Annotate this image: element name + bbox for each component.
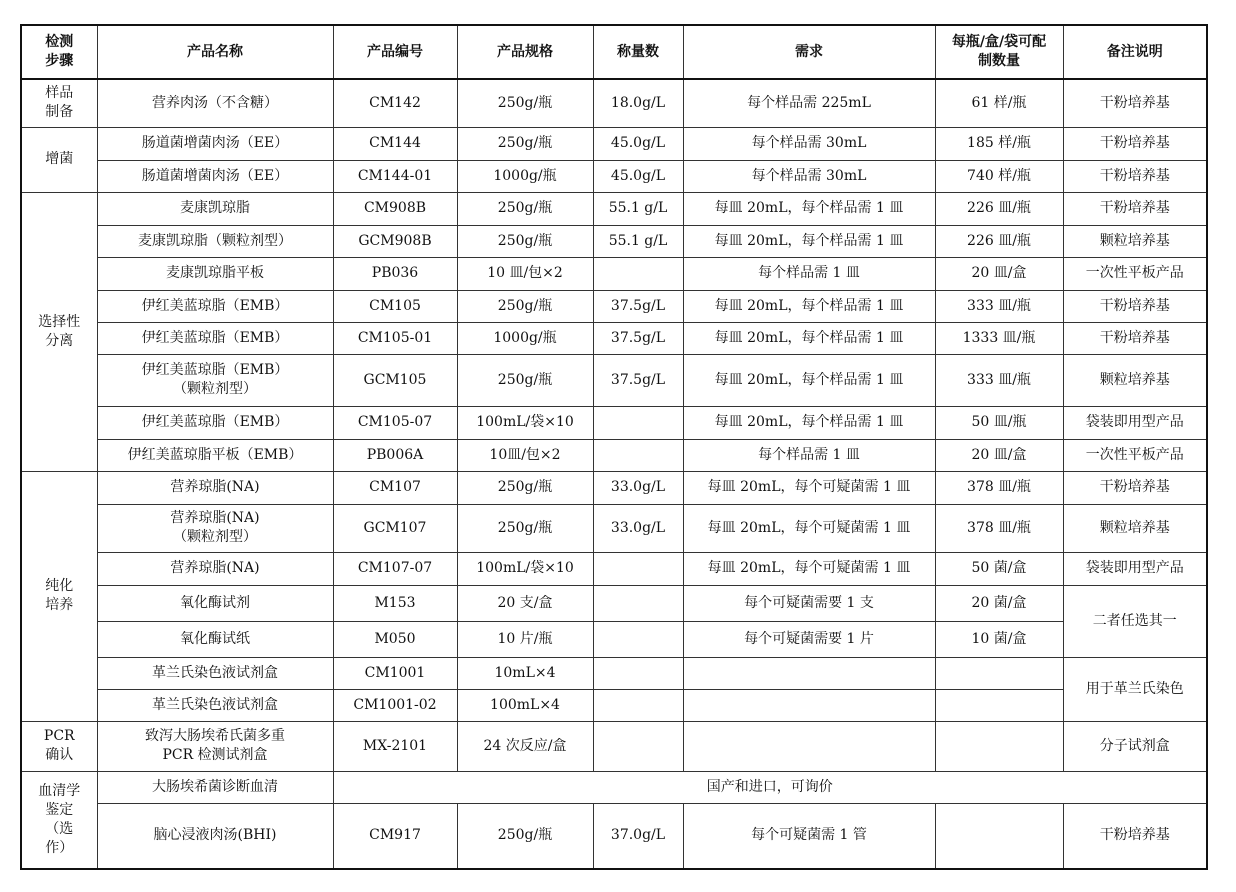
weigh-cell: 55.1 g/L <box>593 225 683 257</box>
note-cell: 颗粒培养基 <box>1063 354 1207 406</box>
product-name-cell: 营养肉汤（不含糖） <box>97 79 333 127</box>
table-row <box>21 79 1207 127</box>
need-cell: 每皿 20mL，每个可疑菌需 1 皿 <box>683 552 935 585</box>
table-row <box>21 471 1207 504</box>
spec-cell: 20 支/盒 <box>457 585 593 621</box>
weigh-cell <box>593 257 683 290</box>
header-qty: 每瓶/盒/袋可配 制数量 <box>935 25 1063 79</box>
product-name-cell: 伊红美蓝琼脂（EMB） <box>97 406 333 439</box>
weigh-cell <box>593 721 683 771</box>
note-cell: 用于革兰氏染色 <box>1063 657 1207 721</box>
product-name-cell: 伊红美蓝琼脂（EMB） （颗粒剂型） <box>97 354 333 406</box>
product-code-cell: GCM908B <box>333 225 457 257</box>
need-cell: 每皿 20mL，每个样品需 1 皿 <box>683 192 935 225</box>
spec-cell: 1000g/瓶 <box>457 160 593 192</box>
weigh-cell <box>593 621 683 657</box>
product-name-cell: 肠道菌增菌肉汤（EE） <box>97 160 333 192</box>
spec-cell: 100mL/袋×10 <box>457 552 593 585</box>
product-name-cell: 营养琼脂(NA) （颗粒剂型） <box>97 504 333 552</box>
step-cell: 样品 制备 <box>21 79 97 127</box>
note-cell: 一次性平板产品 <box>1063 257 1207 290</box>
need-cell: 每个样品需 30mL <box>683 160 935 192</box>
product-name-cell: 脑心浸液肉汤(BHI) <box>97 803 333 869</box>
step-cell: 血清学 鉴定 （选 作） <box>21 771 97 869</box>
product-name-cell: 革兰氏染色液试剂盒 <box>97 689 333 721</box>
product-name-cell: 革兰氏染色液试剂盒 <box>97 657 333 689</box>
weigh-cell <box>593 439 683 471</box>
need-cell: 每皿 20mL，每个样品需 1 皿 <box>683 406 935 439</box>
spec-cell: 250g/瓶 <box>457 803 593 869</box>
qty-cell: 226 皿/瓶 <box>935 225 1063 257</box>
note-cell: 颗粒培养基 <box>1063 504 1207 552</box>
qty-cell: 740 样/瓶 <box>935 160 1063 192</box>
product-code-cell: MX-2101 <box>333 721 457 771</box>
note-cell: 干粉培养基 <box>1063 322 1207 354</box>
need-cell <box>683 721 935 771</box>
note-cell: 二者任选其一 <box>1063 585 1207 657</box>
spec-cell: 250g/瓶 <box>457 127 593 160</box>
note-cell: 干粉培养基 <box>1063 127 1207 160</box>
note-cell: 干粉培养基 <box>1063 79 1207 127</box>
step-cell: 增菌 <box>21 127 97 192</box>
need-cell: 每个样品需 1 皿 <box>683 257 935 290</box>
qty-cell: 378 皿/瓶 <box>935 471 1063 504</box>
product-code-cell: CM142 <box>333 79 457 127</box>
weigh-cell <box>593 552 683 585</box>
need-cell: 每皿 20mL，每个样品需 1 皿 <box>683 322 935 354</box>
qty-cell: 50 菌/盒 <box>935 552 1063 585</box>
table-row <box>21 552 1207 585</box>
spec-cell: 250g/瓶 <box>457 225 593 257</box>
product-name-cell: 麦康凯琼脂 <box>97 192 333 225</box>
weigh-cell: 45.0g/L <box>593 160 683 192</box>
need-cell: 每个可疑菌需 1 管 <box>683 803 935 869</box>
product-code-cell: CM1001 <box>333 657 457 689</box>
product-code-cell: CM908B <box>333 192 457 225</box>
need-cell: 每个可疑菌需要 1 片 <box>683 621 935 657</box>
qty-cell: 20 皿/盒 <box>935 439 1063 471</box>
note-cell: 干粉培养基 <box>1063 160 1207 192</box>
table-row <box>21 771 1207 803</box>
spec-cell: 100mL×4 <box>457 689 593 721</box>
product-name-cell: 大肠埃希菌诊断血清 <box>97 771 333 803</box>
spec-cell: 24 次反应/盒 <box>457 721 593 771</box>
product-name-cell: 伊红美蓝琼脂（EMB） <box>97 322 333 354</box>
product-table <box>20 24 1208 870</box>
need-cell: 每个样品需 30mL <box>683 127 935 160</box>
qty-cell: 333 皿/瓶 <box>935 354 1063 406</box>
product-code-cell: CM1001-02 <box>333 689 457 721</box>
spec-cell: 10 皿/包×2 <box>457 257 593 290</box>
qty-cell: 50 皿/瓶 <box>935 406 1063 439</box>
spec-cell: 10皿/包×2 <box>457 439 593 471</box>
weigh-cell: 37.5g/L <box>593 354 683 406</box>
merged-note-cell: 国产和进口，可询价 <box>333 771 1207 803</box>
product-code-cell: CM105-07 <box>333 406 457 439</box>
spec-cell: 250g/瓶 <box>457 192 593 225</box>
product-code-cell: GCM105 <box>333 354 457 406</box>
table-row <box>21 721 1207 771</box>
note-cell: 袋装即用型产品 <box>1063 552 1207 585</box>
table-row <box>21 621 1207 657</box>
step-cell: PCR 确认 <box>21 721 97 771</box>
product-name-cell: 肠道菌增菌肉汤（EE） <box>97 127 333 160</box>
product-name-cell: 伊红美蓝琼脂（EMB） <box>97 290 333 322</box>
need-cell: 每皿 20mL，每个可疑菌需 1 皿 <box>683 504 935 552</box>
product-name-cell: 麦康凯琼脂（颗粒剂型） <box>97 225 333 257</box>
product-code-cell: M153 <box>333 585 457 621</box>
table-row <box>21 322 1207 354</box>
need-cell: 每皿 20mL，每个样品需 1 皿 <box>683 290 935 322</box>
table-row <box>21 657 1207 689</box>
need-cell: 每个样品需 1 皿 <box>683 439 935 471</box>
qty-cell <box>935 689 1063 721</box>
note-cell: 分子试剂盒 <box>1063 721 1207 771</box>
product-code-cell: CM107 <box>333 471 457 504</box>
qty-cell: 378 皿/瓶 <box>935 504 1063 552</box>
table-row <box>21 257 1207 290</box>
table-row <box>21 585 1207 621</box>
weigh-cell <box>593 406 683 439</box>
qty-cell: 20 菌/盒 <box>935 585 1063 621</box>
product-code-cell: GCM107 <box>333 504 457 552</box>
product-name-cell: 麦康凯琼脂平板 <box>97 257 333 290</box>
table-row <box>21 160 1207 192</box>
product-code-cell: CM107-07 <box>333 552 457 585</box>
need-cell: 每皿 20mL，每个样品需 1 皿 <box>683 354 935 406</box>
note-cell: 颗粒培养基 <box>1063 225 1207 257</box>
header-note: 备注说明 <box>1063 25 1207 79</box>
note-cell: 干粉培养基 <box>1063 803 1207 869</box>
qty-cell: 333 皿/瓶 <box>935 290 1063 322</box>
spec-cell: 250g/瓶 <box>457 290 593 322</box>
note-cell: 干粉培养基 <box>1063 192 1207 225</box>
weigh-cell: 45.0g/L <box>593 127 683 160</box>
product-name-cell: 氧化酶试纸 <box>97 621 333 657</box>
table-row <box>21 689 1207 721</box>
product-code-cell: CM144 <box>333 127 457 160</box>
header-need: 需求 <box>683 25 935 79</box>
weigh-cell: 33.0g/L <box>593 504 683 552</box>
spec-cell: 250g/瓶 <box>457 504 593 552</box>
header-row <box>21 25 1207 79</box>
spec-cell: 100mL/袋×10 <box>457 406 593 439</box>
need-cell: 每个样品需 225mL <box>683 79 935 127</box>
note-cell: 一次性平板产品 <box>1063 439 1207 471</box>
table-row <box>21 803 1207 869</box>
qty-cell: 10 菌/盒 <box>935 621 1063 657</box>
qty-cell <box>935 657 1063 689</box>
qty-cell: 185 样/瓶 <box>935 127 1063 160</box>
product-code-cell: PB006A <box>333 439 457 471</box>
need-cell: 每皿 20mL，每个可疑菌需 1 皿 <box>683 471 935 504</box>
spec-cell: 1000g/瓶 <box>457 322 593 354</box>
product-code-cell: M050 <box>333 621 457 657</box>
spec-cell: 10 片/瓶 <box>457 621 593 657</box>
product-name-cell: 氧化酶试剂 <box>97 585 333 621</box>
header-product-code: 产品编号 <box>333 25 457 79</box>
weigh-cell: 33.0g/L <box>593 471 683 504</box>
table-row <box>21 192 1207 225</box>
header-step: 检测 步骤 <box>21 25 97 79</box>
weigh-cell: 55.1 g/L <box>593 192 683 225</box>
weigh-cell: 37.5g/L <box>593 290 683 322</box>
weigh-cell <box>593 657 683 689</box>
step-cell: 纯化 培养 <box>21 471 97 721</box>
product-code-cell: PB036 <box>333 257 457 290</box>
product-code-cell: CM105-01 <box>333 322 457 354</box>
header-product-name: 产品名称 <box>97 25 333 79</box>
table-row <box>21 290 1207 322</box>
spec-cell: 250g/瓶 <box>457 471 593 504</box>
qty-cell: 1333 皿/瓶 <box>935 322 1063 354</box>
product-name-cell: 致泻大肠埃希氏菌多重 PCR 检测试剂盒 <box>97 721 333 771</box>
product-code-cell: CM917 <box>333 803 457 869</box>
note-cell: 干粉培养基 <box>1063 290 1207 322</box>
note-cell: 干粉培养基 <box>1063 471 1207 504</box>
spec-cell: 250g/瓶 <box>457 79 593 127</box>
table-row <box>21 504 1207 552</box>
qty-cell: 20 皿/盒 <box>935 257 1063 290</box>
table-row <box>21 354 1207 406</box>
spec-cell: 250g/瓶 <box>457 354 593 406</box>
weigh-cell: 37.0g/L <box>593 803 683 869</box>
header-spec: 产品规格 <box>457 25 593 79</box>
need-cell <box>683 657 935 689</box>
weigh-cell: 18.0g/L <box>593 79 683 127</box>
product-name-cell: 营养琼脂(NA) <box>97 552 333 585</box>
weigh-cell <box>593 585 683 621</box>
need-cell <box>683 689 935 721</box>
product-name-cell: 伊红美蓝琼脂平板（EMB） <box>97 439 333 471</box>
step-cell: 选择性 分离 <box>21 192 97 471</box>
product-code-cell: CM105 <box>333 290 457 322</box>
qty-cell: 61 样/瓶 <box>935 79 1063 127</box>
need-cell: 每皿 20mL，每个样品需 1 皿 <box>683 225 935 257</box>
weigh-cell <box>593 689 683 721</box>
note-cell: 袋装即用型产品 <box>1063 406 1207 439</box>
weigh-cell: 37.5g/L <box>593 322 683 354</box>
table-row <box>21 127 1207 160</box>
product-name-cell: 营养琼脂(NA) <box>97 471 333 504</box>
table-row <box>21 225 1207 257</box>
header-weigh: 称量数 <box>593 25 683 79</box>
qty-cell <box>935 721 1063 771</box>
need-cell: 每个可疑菌需要 1 支 <box>683 585 935 621</box>
qty-cell <box>935 803 1063 869</box>
table-row <box>21 439 1207 471</box>
table-row <box>21 406 1207 439</box>
qty-cell: 226 皿/瓶 <box>935 192 1063 225</box>
product-code-cell: CM144-01 <box>333 160 457 192</box>
spec-cell: 10mL×4 <box>457 657 593 689</box>
